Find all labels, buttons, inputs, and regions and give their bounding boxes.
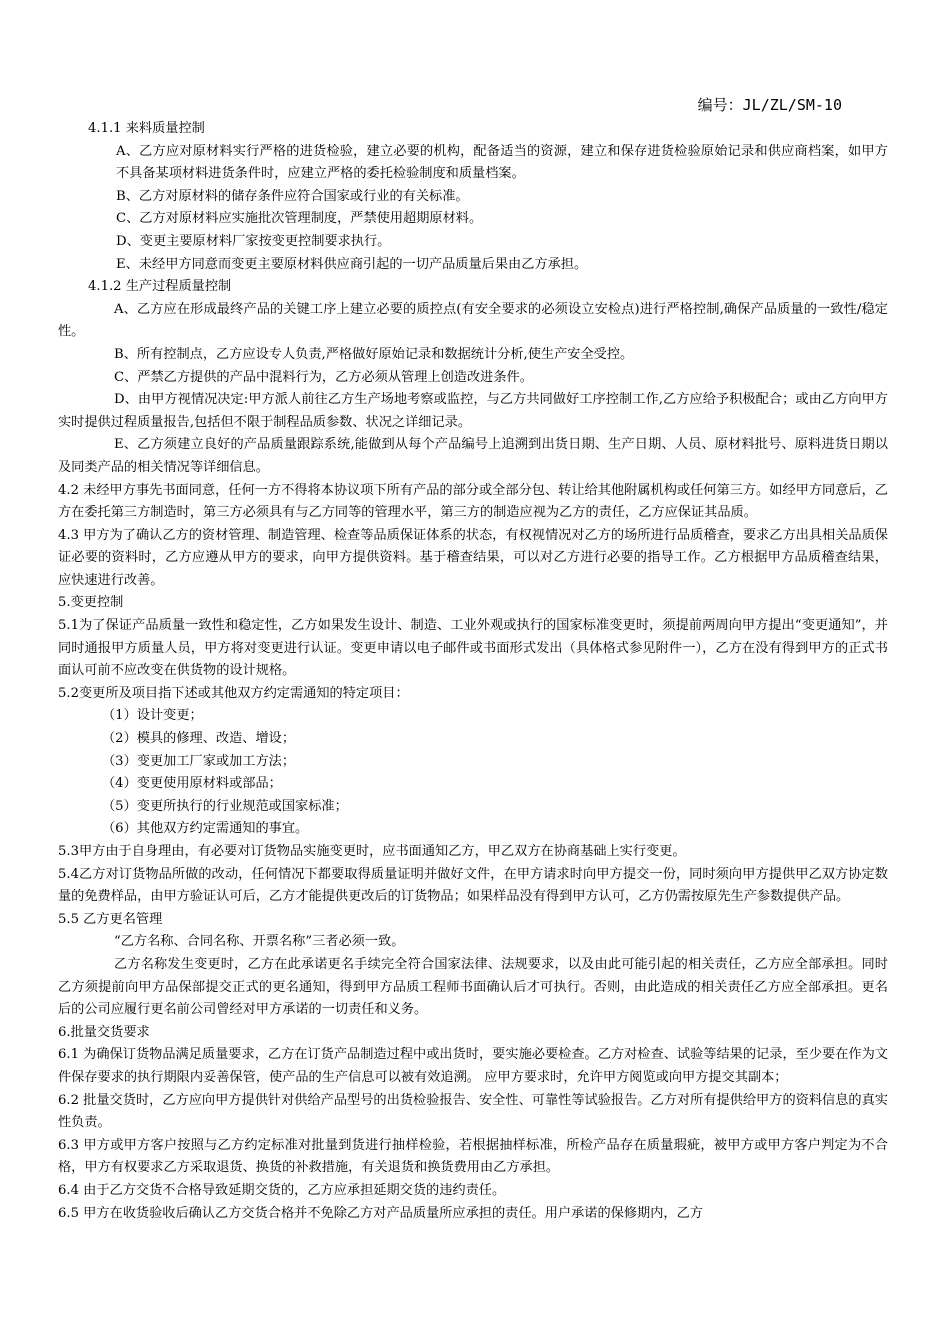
- paragraph: （1）设计变更；: [102, 708, 203, 724]
- paragraph: 5.4乙方对订货物品所做的改动，任何情况下都要取得质量证明并做好文件，在甲方请求时向甲方提交一份，同时须向甲方提供甲乙双方协定数量的免费样品，由甲方验证认可后，乙方才能提供更改后的订货物品；如果样品没有得到甲方认可，乙方仍需按原先生产参数提供产品。: [58, 866, 888, 905]
- paragraph: （4）变更使用原材料或部品；: [102, 776, 282, 792]
- document-number: 编号：JL/ZL/SM-10: [697, 96, 842, 114]
- paragraph: 4.3 甲方为了确认乙方的资材管理、制造管理、检查等品质保证体系的状态，有权视情况对乙方的场所进行品质稽查，要求乙方出具相关品质保证必要的资料时，乙方应遵从甲方的要求，向甲方提供资料。基于稽查结果，可以对乙方进行必要的指导工作。乙方根据甲方品质稽查结果，应快速进行改善。: [58, 527, 888, 588]
- paragraph: 5.3甲方由于自身理由，有必要对订货物品实施变更时，应书面通知乙方，甲乙双方在协商基础上实行变更。: [58, 844, 686, 859]
- paragraph: 5.2变更所及项目指下述或其他双方约定需通知的特定项目：: [58, 685, 409, 701]
- paragraph: A、乙方应对原材料实行严格的进货检验，建立必要的机构，配备适当的资源，建立和保存进货检验原始记录和供应商档案，如甲方不具备某项材料进货条件时，应建立严格的委托检验制度和质量档案。: [116, 143, 888, 182]
- paragraph: 6.2 批量交货时，乙方应向甲方提供针对供给产品型号的出货检验报告、安全性、可靠性等试验报告。乙方对所有提供给甲方的资料信息的真实性负责。: [58, 1092, 888, 1131]
- paragraph: （5）变更所执行的行业规范或国家标准；: [102, 798, 348, 814]
- paragraph: 4.1.1 来料质量控制: [88, 121, 205, 136]
- paragraph: 6.5 甲方在收货验收后确认乙方交货合格并不免除乙方对产品质量所应承担的责任。用户承诺的保修期内，乙方: [58, 1205, 703, 1221]
- paragraph: C、严禁乙方提供的产品中混料行为，乙方必须从管理上创造改进条件。: [114, 369, 533, 385]
- paragraph: D、由甲方视情况决定:甲方派人前往乙方生产场地考察或监控，与乙方共同做好工序控制工作,乙方应给予积极配合；或由乙方向甲方实时提供过程质量报告,包括但不限于制程品质参数、状况之详细记录。: [58, 392, 888, 430]
- paragraph: 6.1 为确保订货物品满足质量要求，乙方在订货产品制造过程中或出货时，要实施必要检查。乙方对检查、试验等结果的记录，至少要在作为文件保存要求的执行期限内妥善保管，使产品的生产信息可以被有效追溯。 应甲方要求时，允许甲方阅览或向甲方提交其副本；: [58, 1047, 888, 1085]
- paragraph: 5.变更控制: [58, 595, 124, 611]
- paragraph: D、变更主要原材料厂家按变更控制要求执行。: [116, 233, 391, 249]
- paragraph: 4.1.2 生产过程质量控制: [88, 279, 232, 295]
- paragraph: “乙方名称、合同名称、开票名称”三者必须一致。: [114, 934, 405, 950]
- paragraph: 5.5 乙方更名管理: [58, 911, 163, 927]
- paragraph: A、乙方应在形成最终产品的关键工序上建立必要的质控点(有安全要求的必须设立安检点)进行严格控制,确保产品质量的一致性/稳定性。: [58, 301, 888, 340]
- paragraph: C、乙方对原材料应实施批次管理制度，严禁使用超期原材料。: [116, 211, 483, 227]
- paragraph: 5.1为了保证产品质量一致性和稳定性，乙方如果发生设计、制造、工业外观或执行的国家标准变更时，须提前两周向甲方提出“变更通知”，并同时通报甲方质量人员，甲方将对变更进行认证。变更申请以电子邮件或书面形式发出（具体格式参见附件一），乙方在没有得到甲方的正式书面认可前不应改变在供货物的设计规格。: [58, 618, 888, 679]
- paragraph: 4.2 未经甲方事先书面同意，任何一方不得将本协议项下所有产品的部分或全部分包、转让给其他附属机构或任何第三方。如经甲方同意后，乙方在委托第三方制造时，第三方必须具有与乙方同等的管理水平，第三方的制造应视为乙方的责任，乙方应保证其品质。: [58, 482, 888, 521]
- paragraph: B、所有控制点，乙方应设专人负责,严格做好原始记录和数据统计分析,使生产安全受控。: [114, 346, 634, 362]
- paragraph: （3）变更加工厂家或加工方法；: [102, 753, 296, 769]
- paragraph: 乙方名称发生变更时，乙方在此承诺更名手续完全符合国家法律、法规要求，以及由此可能引起的相关责任，乙方应全部承担。同时乙方须提前向甲方品保部提交正式的更名通知，得到甲方品质工程师书面确认后才可执行。否则，由此造成的相关责任乙方应全部承担。更名后的公司应履行更名前公司曾经对甲方承诺的一切责任和义务。: [58, 956, 888, 1018]
- paragraph: （2）模具的修理、改造、增设；: [102, 731, 296, 747]
- paragraph: 6.3 甲方或甲方客户按照与乙方约定标准对批量到货进行抽样检验，若根据抽样标准，所检产品存在质量瑕疵，被甲方或甲方客户判定为不合格，甲方有权要求乙方采取退货、换货的补救措施，有关退货和换货费用由乙方承担。: [58, 1137, 888, 1176]
- paragraph: 6.批量交货要求: [58, 1024, 150, 1040]
- paragraph: E、未经甲方同意而变更主要原材料供应商引起的一切产品质量后果由乙方承担。: [116, 256, 588, 272]
- paragraph: B、乙方对原材料的储存条件应符合国家或行业的有关标准。: [116, 188, 469, 204]
- document-body: [58, 118, 888, 1225]
- paragraph: 6.4 由于乙方交货不合格导致延期交货的，乙方应承担延期交货的违约责任。: [58, 1182, 506, 1198]
- paragraph: （6）其他双方约定需通知的事宜。: [102, 821, 309, 837]
- paragraph: E、乙方须建立良好的产品质量跟踪系统,能做到从每个产品编号上追溯到出货日期、生产日期、人员、原材料批号、原料进货日期以及同类产品的相关情况等详细信息。: [58, 437, 888, 475]
